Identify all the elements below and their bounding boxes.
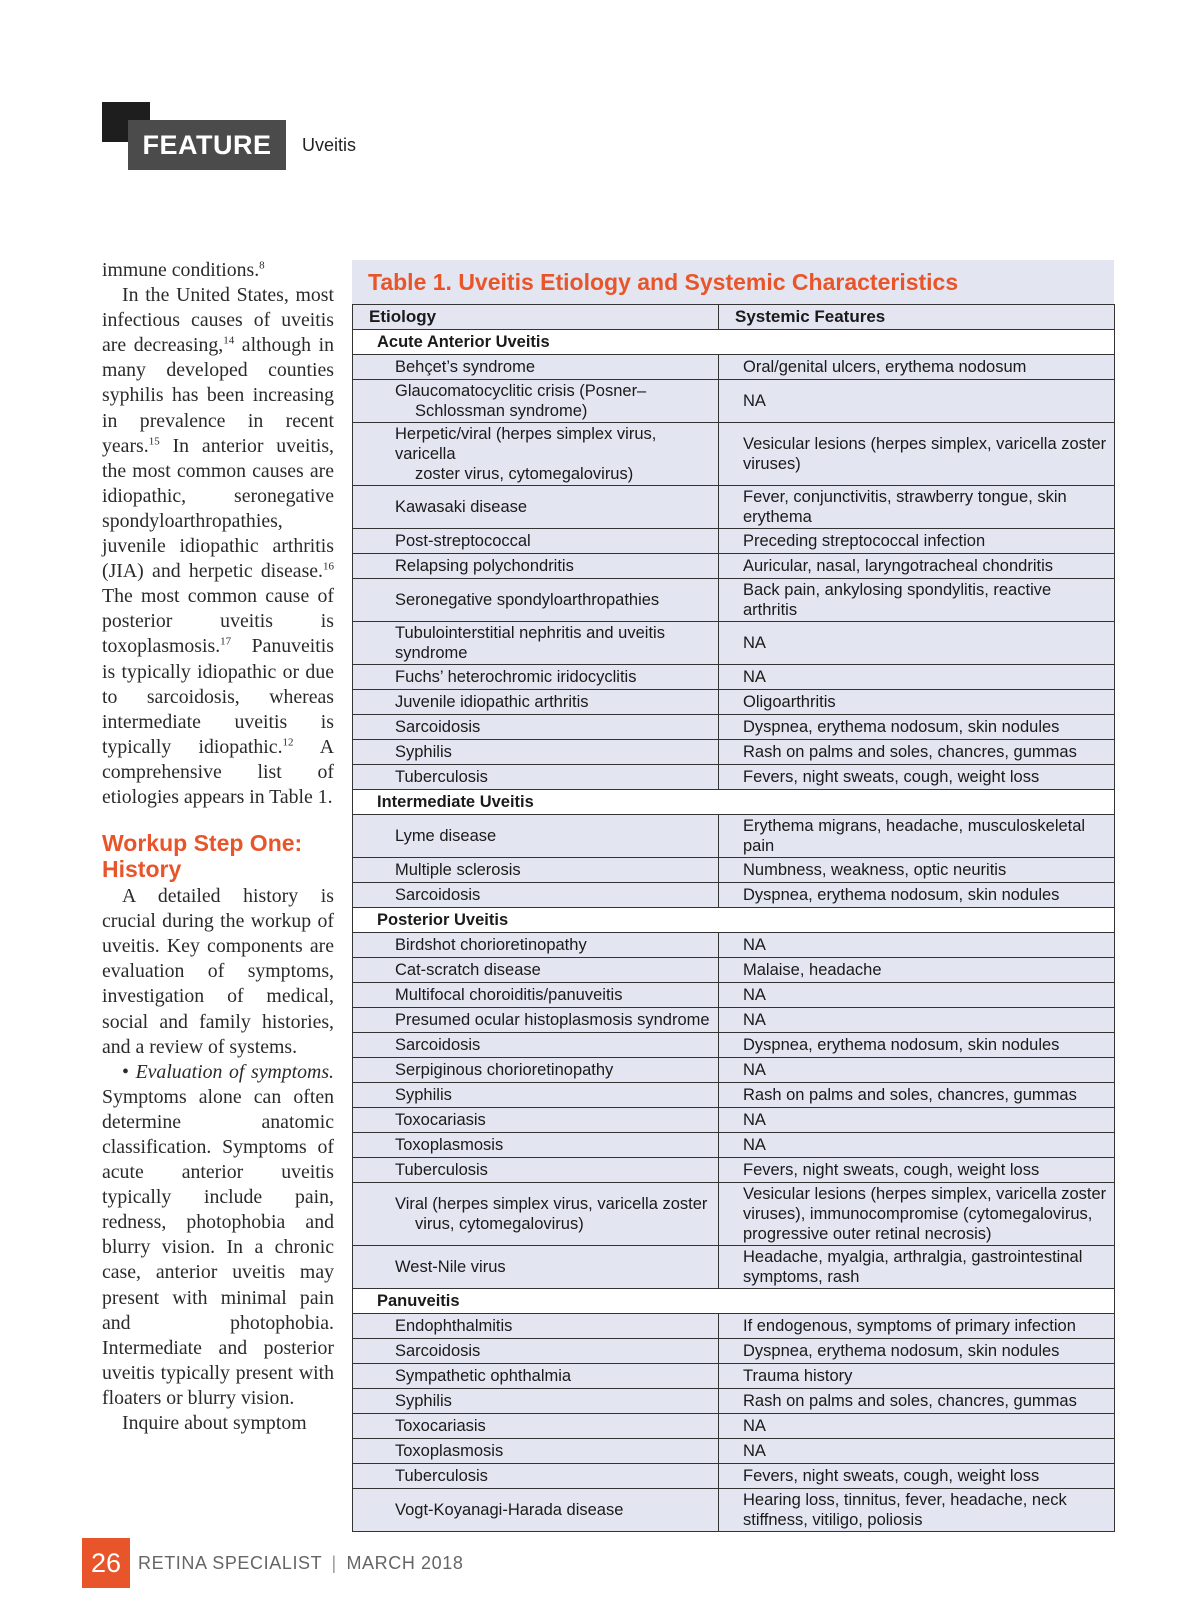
- ref-15: 15: [148, 435, 160, 448]
- systemic-features-cell: Fevers, night sweats, cough, weight loss: [719, 1158, 1115, 1183]
- systemic-features-cell: NA: [719, 933, 1115, 958]
- section-heading: Workup Step One: History: [102, 830, 303, 883]
- systemic-features-cell: Auricular, nasal, laryngotracheal chondritis: [719, 554, 1115, 579]
- etiology-text: Toxoplasmosis: [395, 1136, 504, 1154]
- p2-text-e: Panuveitis is typically idiopathic or due to sarcoidosis, whereas intermediate uveitis is typically idiopathic.: [102, 635, 334, 758]
- table-row: [353, 715, 1115, 740]
- etiology-cell: [353, 858, 719, 883]
- systemic-features-cell: Malaise, headache: [719, 958, 1115, 983]
- systemic-features-cell: Oligoarthritis: [719, 690, 1115, 715]
- etiology-text: Sarcoidosis: [395, 1036, 481, 1054]
- footer-publication: [138, 1553, 463, 1574]
- etiology-cell: [353, 579, 719, 622]
- etiology-text: Vogt-Koyanagi-Harada disease: [395, 1501, 624, 1519]
- publication-name: RETINA SPECIALIST: [138, 1553, 322, 1573]
- p2-text-d: The most common cause of posterior uveitis is toxoplasmosis.: [102, 585, 334, 658]
- etiology-text: Multifocal choroiditis/panuveitis: [395, 986, 623, 1004]
- paragraph-5: Inquire about symptom: [122, 1412, 307, 1435]
- systemic-features-cell: NA: [719, 1058, 1115, 1083]
- systemic-features-cell: NA: [719, 622, 1115, 665]
- etiology-text: Multiple sclerosis: [395, 861, 521, 879]
- systemic-features-cell: Dyspnea, erythema nodosum, skin nodules: [719, 883, 1115, 908]
- table-row: [353, 554, 1115, 579]
- etiology-cell: [353, 1339, 719, 1364]
- table-row: [353, 1033, 1115, 1058]
- p4-text: Symptoms alone can often determine anatomic classification. Symptoms of acute anterior uveitis typically include pain, redness, photophobia and blurry vision. In a chronic case, anterior uveitis may present with minimal pain and photophobia. Intermediate and posterior uveitis typically present with floaters or blurry vision.: [102, 1085, 334, 1409]
- systemic-features-cell: Vesicular lesions (herpes simplex, varicella zoster viruses), immunocompromise (cytomegalovirus, progressive outer retinal necrosis): [719, 1183, 1115, 1246]
- etiology-cell: [353, 933, 719, 958]
- systemic-features-cell: Fevers, night sweats, cough, weight loss: [719, 765, 1115, 790]
- etiology-text: Tuberculosis: [395, 768, 488, 786]
- etiology-cell: [353, 529, 719, 554]
- etiology-text: Toxoplasmosis: [395, 1442, 504, 1460]
- table-row: [353, 690, 1115, 715]
- systemic-features-cell: Fever, conjunctivitis, strawberry tongue, skin erythema: [719, 486, 1115, 529]
- ref-8: 8: [259, 259, 265, 272]
- table-row: [353, 858, 1115, 883]
- bullet: •: [122, 1060, 136, 1083]
- systemic-features-cell: Vesicular lesions (herpes simplex, varicella zoster viruses): [719, 423, 1115, 486]
- table-row: [353, 1464, 1115, 1489]
- etiology-cell: [353, 665, 719, 690]
- p2-text-f: A comprehensive list of etiologies appears in Table 1.: [102, 735, 335, 808]
- etiology-text-continued: virus, cytomegalovirus): [415, 1215, 584, 1233]
- etiology-text: Endophthalmitis: [395, 1317, 513, 1335]
- systemic-features-cell: If endogenous, symptoms of primary infection: [719, 1314, 1115, 1339]
- section-label: FEATURE: [128, 120, 286, 170]
- systemic-features-cell: Fevers, night sweats, cough, weight loss: [719, 1464, 1115, 1489]
- etiology-text: Toxocariasis: [395, 1111, 486, 1129]
- etiology-text: Sarcoidosis: [395, 1342, 481, 1360]
- etiology-cell: [353, 1158, 719, 1183]
- etiology-text: Seronegative spondyloarthropathies: [395, 591, 660, 609]
- section-topic: Uveitis: [302, 135, 357, 155]
- table-row: [353, 1058, 1115, 1083]
- etiology-text: Tuberculosis: [395, 1467, 488, 1485]
- etiology-text: Glaucomatocyclitic crisis (Posner–: [395, 382, 647, 400]
- etiology-text: Viral (herpes simplex virus, varicella zoster: [395, 1195, 708, 1213]
- etiology-cell: [353, 883, 719, 908]
- body-text-column: [102, 258, 334, 1436]
- table-row: [353, 665, 1115, 690]
- systemic-features-cell: Erythema migrans, headache, musculoskeletal pain: [719, 815, 1115, 858]
- table-row: [353, 1008, 1115, 1033]
- etiology-cell: [353, 1183, 719, 1246]
- table-row: [353, 1083, 1115, 1108]
- etiology-text-continued: zoster virus, cytomegalovirus): [415, 465, 634, 483]
- paragraph-3: A detailed history is crucial during the workup of uveitis. Key components are evaluation of symptoms, investigation of medical, social and family histories, and a review of systems.: [102, 885, 334, 1058]
- systemic-features-cell: NA: [719, 380, 1115, 423]
- table-title: Table 1. Uveitis Etiology and Systemic Characteristics: [352, 260, 1114, 304]
- systemic-features-cell: Numbness, weakness, optic neuritis: [719, 858, 1115, 883]
- ref-17: 17: [220, 635, 232, 648]
- table-grid: [352, 304, 1115, 1532]
- etiology-cell: [353, 715, 719, 740]
- etiology-text: Fuchs’ heterochromic iridocyclitis: [395, 668, 637, 686]
- table-section-row: [353, 908, 1115, 933]
- table-row: [353, 883, 1115, 908]
- page-number: 26: [82, 1538, 130, 1588]
- etiology-cell: [353, 1108, 719, 1133]
- etiology-text: Sarcoidosis: [395, 718, 481, 736]
- table-row: [353, 1158, 1115, 1183]
- systemic-features-cell: NA: [719, 1439, 1115, 1464]
- table-row: [353, 622, 1115, 665]
- systemic-features-cell: Dyspnea, erythema nodosum, skin nodules: [719, 1033, 1115, 1058]
- systemic-features-cell: Back pain, ankylosing spondylitis, reactive arthritis: [719, 579, 1115, 622]
- table-row: [353, 1339, 1115, 1364]
- etiology-cell: [353, 958, 719, 983]
- etiology-cell: [353, 622, 719, 665]
- p4-emphasis: Evaluation of symptoms.: [135, 1060, 334, 1083]
- etiology-cell: [353, 1389, 719, 1414]
- table-row: [353, 740, 1115, 765]
- etiology-cell: [353, 1314, 719, 1339]
- table-row: [353, 1314, 1115, 1339]
- etiology-text: Serpiginous chorioretinopathy: [395, 1061, 614, 1079]
- etiology-cell: [353, 1364, 719, 1389]
- paragraph-1: [102, 258, 334, 283]
- table-row: [353, 1439, 1115, 1464]
- table-row: [353, 1489, 1115, 1532]
- etiology-text: Cat-scratch disease: [395, 961, 541, 979]
- etiology-text: Tuberculosis: [395, 1161, 488, 1179]
- etiology-cell: [353, 765, 719, 790]
- etiology-text: Toxocariasis: [395, 1417, 486, 1435]
- uveitis-table: [352, 260, 1114, 1532]
- table-row: [353, 380, 1115, 423]
- etiology-text: Tubulointerstitial nephritis and uveitis syndrome: [395, 624, 665, 662]
- systemic-features-cell: NA: [719, 1008, 1115, 1033]
- etiology-cell: [353, 690, 719, 715]
- ref-12: 12: [282, 736, 294, 749]
- etiology-text: Lyme disease: [395, 827, 497, 845]
- table-row: [353, 1108, 1115, 1133]
- table-section-row: [353, 330, 1115, 355]
- etiology-cell: [353, 1489, 719, 1532]
- etiology-text: Sympathetic ophthalmia: [395, 1367, 572, 1385]
- systemic-features-cell: NA: [719, 1414, 1115, 1439]
- table-row: [353, 1183, 1115, 1246]
- table-body: [353, 330, 1115, 1532]
- table-row: [353, 1133, 1115, 1158]
- p2-text-b: although in many developed counties syphilis has been increasing in prevalence in recent years.: [102, 334, 334, 457]
- paragraph-2: [102, 283, 334, 810]
- table-row: [353, 983, 1115, 1008]
- etiology-cell: [353, 1033, 719, 1058]
- systemic-features-cell: Trauma history: [719, 1364, 1115, 1389]
- etiology-text: Behçet’s syndrome: [395, 358, 536, 376]
- systemic-features-cell: Hearing loss, tinnitus, fever, headache, neck stiffness, vitiligo, poliosis: [719, 1489, 1115, 1532]
- table-row: [353, 1414, 1115, 1439]
- etiology-text-continued: Schlossman syndrome): [415, 402, 588, 420]
- systemic-features-cell: NA: [719, 983, 1115, 1008]
- etiology-text: Herpetic/viral (herpes simplex virus, varicella: [395, 425, 657, 463]
- footer-separator: |: [331, 1553, 337, 1573]
- etiology-text: Relapsing polychondritis: [395, 557, 574, 575]
- etiology-text: Juvenile idiopathic arthritis: [395, 693, 589, 711]
- etiology-cell: [353, 423, 719, 486]
- systemic-features-cell: Dyspnea, erythema nodosum, skin nodules: [719, 715, 1115, 740]
- etiology-text: Sarcoidosis: [395, 886, 481, 904]
- etiology-cell: [353, 740, 719, 765]
- systemic-features-cell: NA: [719, 665, 1115, 690]
- etiology-cell: [353, 1083, 719, 1108]
- etiology-cell: [353, 1008, 719, 1033]
- section-heading-cell: Acute Anterior Uveitis: [353, 330, 1115, 355]
- col-header-etiology: Etiology: [353, 305, 719, 330]
- ref-14: 14: [223, 334, 235, 347]
- etiology-cell: [353, 1414, 719, 1439]
- etiology-cell: [353, 983, 719, 1008]
- table-row: [353, 423, 1115, 486]
- systemic-features-cell: Headache, myalgia, arthralgia, gastrointestinal symptoms, rash: [719, 1246, 1115, 1289]
- etiology-text: Post-streptococcal: [395, 532, 531, 550]
- etiology-cell: [353, 486, 719, 529]
- etiology-text: Birdshot chorioretinopathy: [395, 936, 587, 954]
- etiology-cell: [353, 355, 719, 380]
- table-row: [353, 815, 1115, 858]
- ref-16: 16: [323, 560, 334, 573]
- col-header-systemic-features: Systemic Features: [719, 305, 1115, 330]
- table-row: [353, 1364, 1115, 1389]
- table-row: [353, 958, 1115, 983]
- issue-date: MARCH 2018: [346, 1553, 464, 1573]
- etiology-text: West-Nile virus: [395, 1258, 506, 1276]
- table-row: [353, 1389, 1115, 1414]
- table-row: [353, 765, 1115, 790]
- systemic-features-cell: Rash on palms and soles, chancres, gummas: [719, 1083, 1115, 1108]
- section-heading-cell: Intermediate Uveitis: [353, 790, 1115, 815]
- etiology-cell: [353, 380, 719, 423]
- etiology-cell: [353, 1133, 719, 1158]
- etiology-text: Syphilis: [395, 1086, 452, 1104]
- paragraph-4: [102, 1060, 334, 1411]
- etiology-text: Presumed ocular histoplasmosis syndrome: [395, 1011, 710, 1029]
- section-heading-cell: Panuveitis: [353, 1289, 1115, 1314]
- table-row: [353, 486, 1115, 529]
- table-row: [353, 355, 1115, 380]
- table-header-row: [353, 305, 1115, 330]
- table-row: [353, 579, 1115, 622]
- systemic-features-cell: NA: [719, 1108, 1115, 1133]
- etiology-text: Syphilis: [395, 1392, 452, 1410]
- p1-text: immune conditions.: [102, 259, 260, 281]
- table-section-row: [353, 790, 1115, 815]
- etiology-cell: [353, 815, 719, 858]
- etiology-cell: [353, 1439, 719, 1464]
- section-heading-cell: Posterior Uveitis: [353, 908, 1115, 933]
- etiology-cell: [353, 1464, 719, 1489]
- etiology-text: Syphilis: [395, 743, 452, 761]
- etiology-cell: [353, 1246, 719, 1289]
- p2-text-a: In the United States, most infectious causes of uveitis are decreasing,: [102, 284, 334, 357]
- table-row: [353, 933, 1115, 958]
- systemic-features-cell: Rash on palms and soles, chancres, gummas: [719, 1389, 1115, 1414]
- systemic-features-cell: Preceding streptococcal infection: [719, 529, 1115, 554]
- etiology-cell: [353, 1058, 719, 1083]
- table-row: [353, 529, 1115, 554]
- p2-text-c: In anterior uveitis, the most common causes are idiopathic, seronegative spondyloarthropathies, juvenile idiopathic arthritis (JIA) and herpetic disease.: [102, 434, 334, 583]
- systemic-features-cell: Oral/genital ulcers, erythema nodosum: [719, 355, 1115, 380]
- table-row: [353, 1246, 1115, 1289]
- systemic-features-cell: Rash on palms and soles, chancres, gummas: [719, 740, 1115, 765]
- table-section-row: [353, 1289, 1115, 1314]
- etiology-text: Kawasaki disease: [395, 498, 528, 516]
- systemic-features-cell: Dyspnea, erythema nodosum, skin nodules: [719, 1339, 1115, 1364]
- etiology-cell: [353, 554, 719, 579]
- systemic-features-cell: NA: [719, 1133, 1115, 1158]
